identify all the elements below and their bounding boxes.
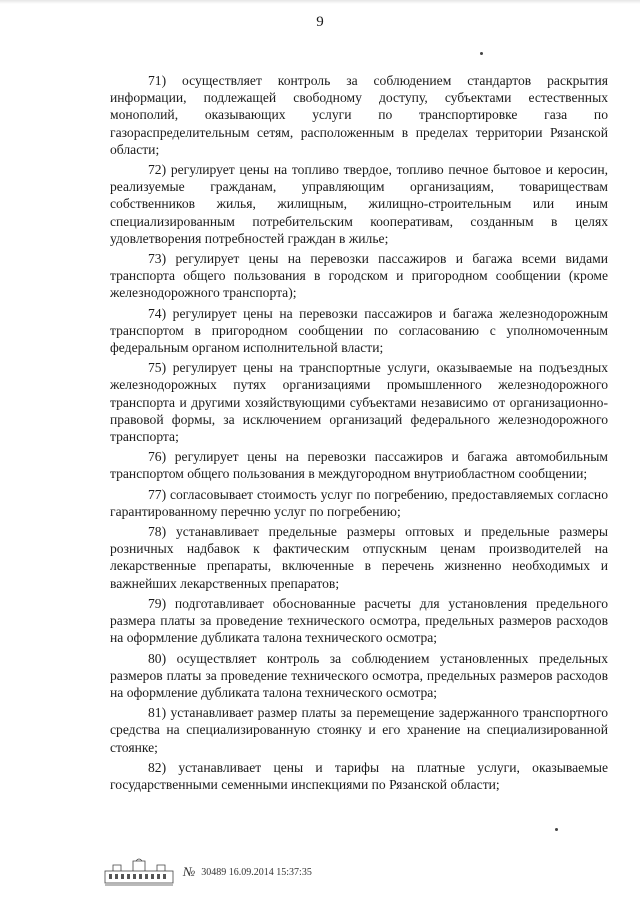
paragraph-78: 78) устанавливает предельные размеры оптовых и предельные размеры розничных надбавок к фактическим отпускным ценам производителей на лекарственные препараты, включенные в перечень жизненно необходимых и важнейших лекарственных препаратов; <box>110 524 608 591</box>
scan-speck <box>480 52 483 55</box>
paragraph-74: 74) регулирует цены на перевозки пассажиров и багажа железнодорожным транспортом в пригородном сообщении по согласованию с уполномоченным федеральным органом исполнительной власти; <box>110 305 608 356</box>
registration-footer <box>103 857 312 887</box>
paragraph-75: 75) регулирует цены на транспортные услуги, оказываемые на подъездных железнодорожных путях организациями промышленного железнодорожного транспорта и другими хозяйствующими субъектами независимо от организационно-правовой формы, за исключением организаций федерального железнодорожного транспорта; <box>110 360 608 445</box>
number-sign: № <box>183 864 196 879</box>
paragraph-80: 80) осуществляет контроль за соблюдением установленных предельных размеров платы за проведение технического осмотра, предельных размеров расходов на оформление дубликата талона технического осмотра; <box>110 650 608 700</box>
paragraph-73: 73) регулирует цены на перевозки пассажиров и багажа всеми видами транспорта общего пользования в городском и пригородном сообщении (кроме железнодорожного транспорта); <box>110 251 608 301</box>
paragraph-77: 77) согласовывает стоимость услуг по погребению, предоставляемых согласно гарантированному перечню услуг по погребению; <box>110 486 608 519</box>
building-logo-icon <box>103 857 175 887</box>
paragraph-81: 81) устанавливает размер платы за перемещение задержанного транспортного средства на специализированную стоянку и его хранение на специализированной стоянке; <box>110 705 608 755</box>
scan-speck <box>555 828 558 831</box>
paragraph-82: 82) устанавливает цены и тарифы на платные услуги, оказываемые государственными семенными инспекциями по Рязанской области; <box>110 759 608 792</box>
paragraph-71: 71) осуществляет контроль за соблюдением стандартов раскрытия информации, подлежащей свободному доступу, субъектами естественных монополий, оказывающих услуги по транспортировке газа по газораспределительным сетям, расположенным в пределах территории Рязанской области; <box>110 73 608 157</box>
paragraph-79: 79) подготавливает обоснованные расчеты для установления предельного размера платы за проведение технического осмотра, предельных размеров расходов на оформление дубликата талона технического осмотра; <box>110 595 608 646</box>
scan-edge-top <box>0 0 640 4</box>
registration-stamp: 30489 16.09.2014 15:37:35 <box>201 866 312 878</box>
paragraph-72: 72) регулирует цены на топливо твердое, топливо печное бытовое и керосин, реализуемые гражданам, управляющим организациям, товариществам собственников жилья, жилищным, жилищно-строительным или иным специализированным потребительским кооперативам, созданным в целях удовлетворения потребностей граждан в жилье; <box>110 162 608 246</box>
page-number: 9 <box>316 14 324 30</box>
paragraph-76: 76) регулирует цены на перевозки пассажиров и багажа автомобильным транспортом общего пользования в междугородном внутриобластном сообщении; <box>110 449 608 482</box>
document-body <box>110 72 608 796</box>
